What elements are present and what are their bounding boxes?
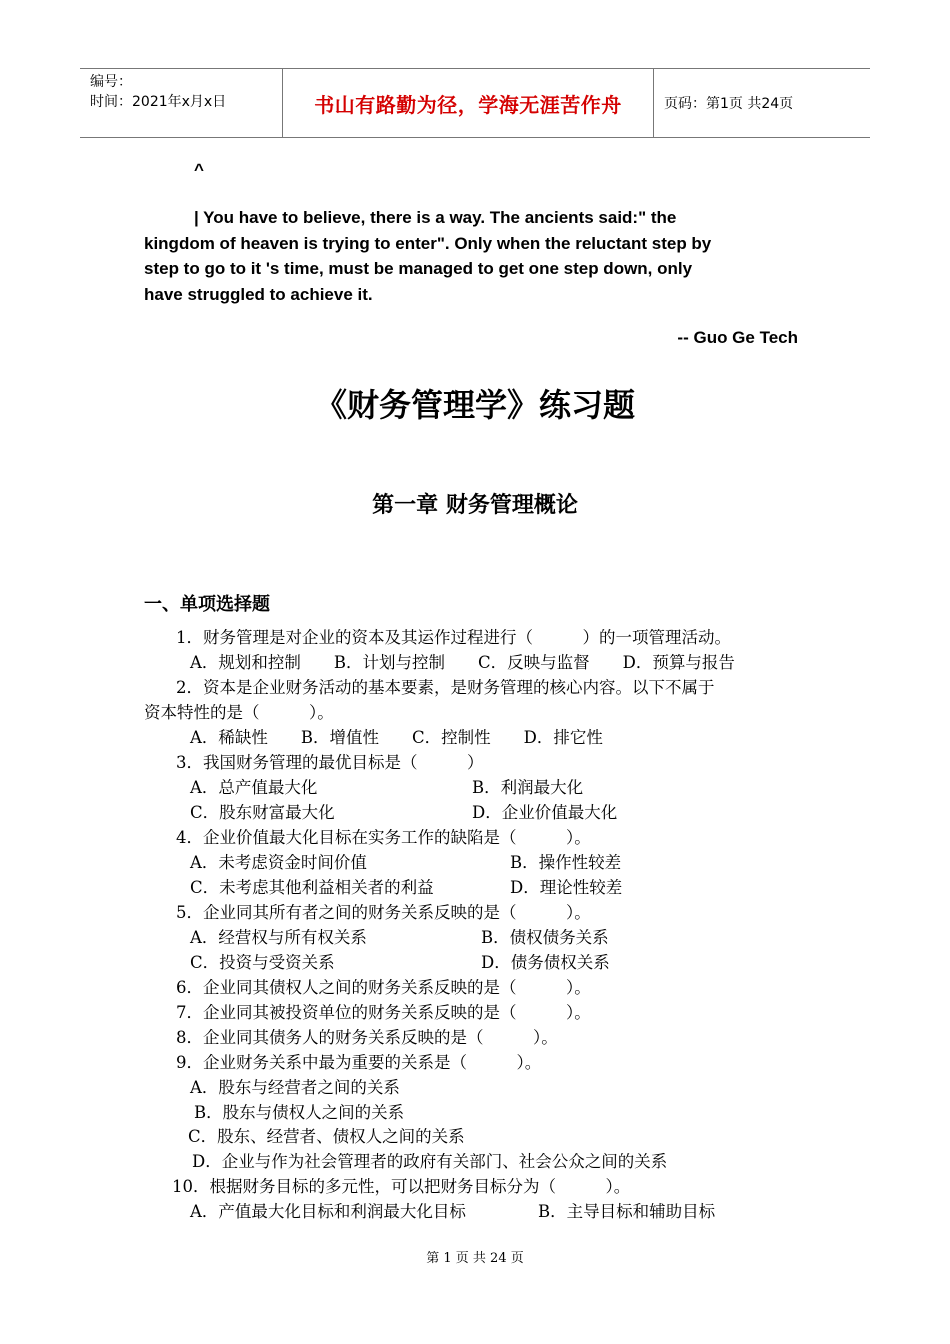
quote-author: -- Guo Ge Tech	[677, 328, 798, 347]
option-item: B．操作性较差	[510, 853, 622, 872]
question-text: 4．企业价值最大化目标在实务工作的缺陷是（ ）。	[176, 828, 591, 847]
option-item: D．债务债权关系	[481, 953, 610, 972]
option-row: A．规划和控制 B．计划与控制 C．反映与监督 D．预算与报告	[190, 653, 735, 672]
option-item: A．总产值最大化	[190, 778, 318, 797]
option-item: B．股东与债权人之间的关系	[194, 1103, 405, 1122]
option-item: C．股东财富最大化	[190, 803, 335, 822]
option-item: B．利润最大化	[472, 778, 584, 797]
question-text: 6．企业同其债权人之间的财务关系反映的是（ ）。	[176, 978, 591, 997]
time-label: 时间：2021年x月x日	[90, 94, 227, 110]
quote-line: | You have to believe, there is a way. The ancients said:" the	[194, 208, 677, 227]
option-item: A．经营权与所有权关系	[190, 928, 367, 947]
number-label: 编号：	[90, 74, 132, 90]
option-item: D．理论性较差	[510, 878, 623, 897]
option-row: A．稀缺性 B．增值性 C．控制性 D．排它性	[190, 728, 603, 747]
quote-line: step to go to it 's time, must be managed to get one step down, only	[144, 259, 693, 278]
option-item: C．股东、经营者、债权人之间的关系	[188, 1127, 465, 1146]
motto: 书山有路勤为径，学海无涯苦作舟	[314, 92, 622, 117]
option-item: C．投资与受资关系	[190, 953, 335, 972]
option-item: A．股东与经营者之间的关系	[190, 1078, 400, 1097]
question-text: 10．根据财务目标的多元性，可以把财务目标分为（ ）。	[172, 1177, 631, 1196]
caret-mark: ^	[194, 160, 204, 179]
page-info: 页码：第1页 共24页	[664, 96, 794, 112]
question-text: 9．企业财务关系中最为重要的关系是（ ）。	[176, 1053, 542, 1072]
question-text: 5．企业同其所有者之间的财务关系反映的是（ ）。	[176, 903, 591, 922]
section-heading: 一、单项选择题	[144, 594, 270, 615]
option-item: A．产值最大化目标和利润最大化目标	[190, 1202, 466, 1221]
option-item: D．企业与作为社会管理者的政府有关部门、社会公众之间的关系	[192, 1152, 668, 1171]
option-item: A．未考虑资金时间价值	[190, 853, 367, 872]
option-item: B．债权债务关系	[481, 928, 609, 947]
quote-line: kingdom of heaven is trying to enter". Only when the reluctant step by	[144, 233, 712, 253]
chapter-heading: 第一章 财务管理概论	[372, 493, 578, 518]
option-item: C．未考虑其他利益相关者的利益	[190, 878, 434, 897]
document-title: 《财务管理学》练习题	[314, 386, 635, 424]
question-text: 2．资本是企业财务活动的基本要素，是财务管理的核心内容。以下不属于	[176, 678, 715, 697]
page-footer: 第 1 页 共 24 页	[426, 1251, 524, 1266]
header-meta-cell	[80, 69, 282, 137]
option-item: B．主导目标和辅助目标	[538, 1202, 716, 1221]
question-text: 7．企业同其被投资单位的财务关系反映的是（ ）。	[176, 1003, 591, 1022]
question-text: 1．财务管理是对企业的资本及其运作过程进行（ ）的一项管理活动。	[176, 628, 731, 647]
option-item: D．企业价值最大化	[472, 803, 618, 822]
question-text: 8．企业同其债务人的财务关系反映的是（ ）。	[176, 1028, 558, 1047]
header-motto-cell	[282, 69, 654, 137]
quote-line: have struggled to achieve it.	[144, 284, 373, 304]
question-text: 3．我国财务管理的最优目标是（ ）	[176, 753, 484, 772]
question-text: 资本特性的是（ ）。	[144, 703, 334, 722]
quote-block	[144, 205, 794, 307]
header-table	[80, 68, 870, 138]
